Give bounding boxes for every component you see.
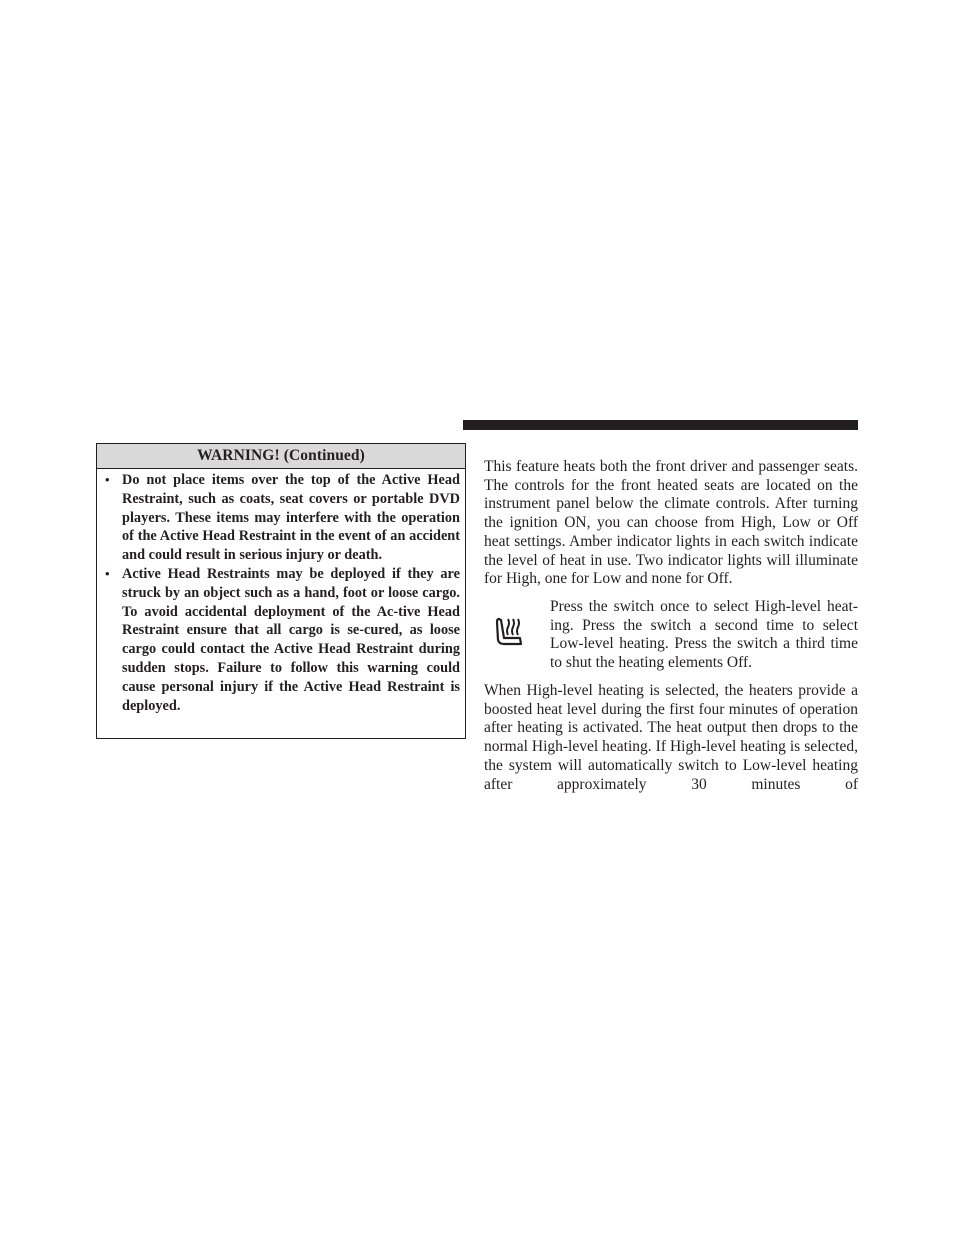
warning-list xyxy=(97,469,465,715)
heated-seat-icon xyxy=(494,616,528,646)
bullet-icon: • xyxy=(105,565,110,581)
high-level-paragraph: When High-level heating is selected, the heaters provide a boosted heat level during the first four minutes of operation after heating is activated. The heat output then drops to the normal High-level heating. If High-level heating is selected, the system will automatically switch to Low-level heating after approximately 30 minutes of xyxy=(484,682,858,793)
heated-seats-intro xyxy=(484,458,858,589)
warning-bullet-text: Do not place items over the top of the Active Head Restraint, such as coats, seat covers or portable DVD players. These items may interfere with the operation of the Active Head Restraint in the event of an accident and could result in serious injury or death. xyxy=(122,472,460,564)
switch-instructions-text: Press the switch once to select High-level heat-ing. Press the switch a second time to select Low-level heating. Press the switch a third time to shut the heating elements Off. xyxy=(550,598,858,672)
intro-paragraph: This feature heats both the front driver and passenger seats. The controls for the front heated seats are located on the instrument panel below the climate controls. After turning the ignition ON, you can choose from High, Low or Off heat settings. Amber indicator lights in each switch indicate the level of heat in use. Two indicator lights will illuminate for High, one for Low and none for Off. xyxy=(484,458,858,588)
section-header-bar xyxy=(463,420,858,430)
warning-box xyxy=(96,443,466,739)
switch-instructions-block xyxy=(484,598,858,673)
warning-header: WARNING! (Continued) xyxy=(97,444,465,469)
warning-bullet-text: Active Head Restraints may be deployed if they are struck by an object such as a hand, foot or loose cargo. To avoid accidental deployment of the Ac-tive Head Restraint ensure that all cargo is se-cured, as loose cargo could contact the Active Head Restraint during sudden stops. Failure to follow this warning could cause personal injury if the Active Head Restraint is deployed. xyxy=(122,565,460,714)
warning-bullet-item xyxy=(103,471,460,565)
warning-bullet-item xyxy=(103,565,460,715)
high-level-note xyxy=(484,682,858,794)
bullet-icon: • xyxy=(105,472,110,487)
